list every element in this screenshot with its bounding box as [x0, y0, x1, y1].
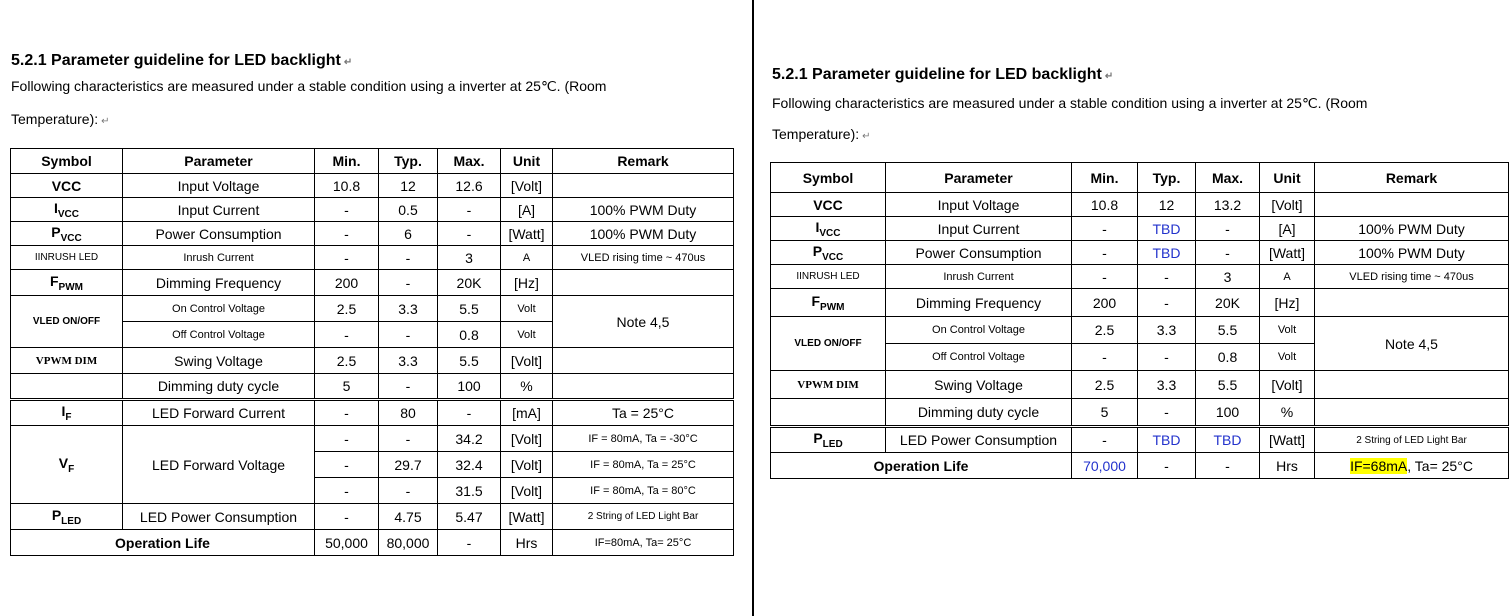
min-cell: 5	[1072, 399, 1138, 427]
unit-cell: Hrs	[1260, 453, 1315, 479]
parameter-cell: Input Voltage	[886, 193, 1072, 217]
max-cell: 5.5	[438, 348, 501, 374]
typ-cell: -	[1138, 344, 1196, 371]
max-cell: 12.6	[438, 174, 501, 198]
typ-cell: 12	[1138, 193, 1196, 217]
table-row	[11, 400, 734, 426]
symbol-cell: $P_{LED}$	[11, 504, 123, 530]
symbol-cell: $I_{VCC}$	[11, 198, 123, 222]
symbol-cell: $P_{LED}$	[771, 427, 886, 453]
parameter-cell: Input Current	[123, 198, 315, 222]
symbol-cell: VPWM DIM	[771, 371, 886, 399]
header-unit: Unit	[501, 149, 553, 174]
typ-cell-tbd: TBD	[1138, 241, 1196, 265]
unit-cell: Volt	[501, 296, 553, 322]
parameter-cell: On Control Voltage	[886, 317, 1072, 344]
remark-cell: 100% PWM Duty	[1315, 241, 1509, 265]
parameter-cell: LED Forward Current	[123, 400, 315, 426]
unit-cell: [Volt]	[501, 426, 553, 452]
remark-cell: IF = 80mA, Ta = -30°C	[553, 426, 734, 452]
remark-cell	[1315, 399, 1509, 427]
max-cell: 5.47	[438, 504, 501, 530]
table-row	[11, 504, 734, 530]
header-max: Max.	[438, 149, 501, 174]
unit-cell: Volt	[1260, 344, 1315, 371]
parameter-cell: Off Control Voltage	[886, 344, 1072, 371]
remark-cell	[553, 374, 734, 400]
table-row	[771, 241, 1509, 265]
table-row	[771, 371, 1509, 399]
header-typ: Typ.	[379, 149, 438, 174]
parameter-cell: Input Current	[886, 217, 1072, 241]
remark-cell: 100% PWM Duty	[553, 198, 734, 222]
max-cell: 32.4	[438, 452, 501, 478]
header-min: Min.	[315, 149, 379, 174]
typ-cell: -	[379, 246, 438, 270]
table-row	[11, 174, 734, 198]
typ-cell: 12	[379, 174, 438, 198]
remark-cell	[1315, 289, 1509, 317]
unit-cell: [Hz]	[501, 270, 553, 296]
min-cell: 10.8	[1072, 193, 1138, 217]
intro-line-2: Temperature): ↵	[11, 111, 110, 127]
typ-cell: 29.7	[379, 452, 438, 478]
parameter-cell: Swing Voltage	[886, 371, 1072, 399]
unit-cell: [Volt]	[1260, 193, 1315, 217]
typ-cell: 3.3	[379, 296, 438, 322]
symbol-cell: $V_F$	[11, 426, 123, 504]
min-cell: -	[1072, 265, 1138, 289]
table-row	[771, 289, 1509, 317]
table-row	[11, 374, 734, 400]
intro-line-1: Following characteristics are measured under a stable condition using a inverter at 25℃. (Room	[772, 95, 1368, 111]
table-row	[11, 222, 734, 246]
remark-cell: Note 4,5	[553, 296, 734, 348]
parameter-cell: Swing Voltage	[123, 348, 315, 374]
max-cell: 5.5	[1196, 317, 1260, 344]
unit-cell: [Volt]	[501, 348, 553, 374]
unit-cell: A	[501, 246, 553, 270]
table-row	[771, 453, 1509, 479]
header-symbol: Symbol	[771, 163, 886, 193]
max-cell: 20K	[1196, 289, 1260, 317]
remark-cell	[1315, 371, 1509, 399]
typ-cell: -	[379, 374, 438, 400]
max-cell: -	[438, 400, 501, 426]
unit-cell: [A]	[501, 198, 553, 222]
min-cell: -	[1072, 217, 1138, 241]
unit-cell: [Volt]	[501, 478, 553, 504]
max-cell: 3	[438, 246, 501, 270]
remark-cell: Ta = 25°C	[553, 400, 734, 426]
table-row	[771, 317, 1509, 344]
max-cell: 34.2	[438, 426, 501, 452]
min-cell: 70,000	[1072, 453, 1138, 479]
header-typ: Typ.	[1138, 163, 1196, 193]
typ-cell: 3.3	[1138, 317, 1196, 344]
symbol-cell: $P_{VCC}$	[771, 241, 886, 265]
unit-cell: [Watt]	[501, 222, 553, 246]
max-cell-tbd: TBD	[1196, 427, 1260, 453]
symbol-cell: $F_{PWM}$	[11, 270, 123, 296]
table-row	[771, 193, 1509, 217]
min-cell: 5	[315, 374, 379, 400]
min-cell: -	[315, 452, 379, 478]
remark-cell: IF = 80mA, Ta = 80°C	[553, 478, 734, 504]
unit-cell: %	[1260, 399, 1315, 427]
unit-cell: [Watt]	[501, 504, 553, 530]
table-row	[771, 217, 1509, 241]
parameter-cell: Inrush Current	[886, 265, 1072, 289]
intro-line-2: Temperature): ↵	[772, 126, 871, 142]
typ-cell-tbd: TBD	[1138, 217, 1196, 241]
symbol-cell: VPWM DIM	[11, 348, 123, 374]
header-max: Max.	[1196, 163, 1260, 193]
header-remark: Remark	[1315, 163, 1509, 193]
parameter-cell: Off Control Voltage	[123, 322, 315, 348]
max-cell: -	[438, 222, 501, 246]
parameter-cell: Dimming Frequency	[886, 289, 1072, 317]
unit-cell: [Watt]	[1260, 427, 1315, 453]
remark-cell	[553, 174, 734, 198]
max-cell: 0.8	[438, 322, 501, 348]
intro-line-1: Following characteristics are measured under a stable condition using a inverter at 25℃. (Room	[11, 78, 607, 94]
typ-cell: -	[379, 478, 438, 504]
max-cell: 31.5	[438, 478, 501, 504]
table-row	[11, 246, 734, 270]
parameter-cell: Power Consumption	[123, 222, 315, 246]
min-cell: -	[315, 426, 379, 452]
typ-cell: -	[379, 426, 438, 452]
typ-cell: 3.3	[379, 348, 438, 374]
symbol-cell: IINRUSH LED	[11, 246, 123, 270]
table-row	[771, 399, 1509, 427]
symbol-cell: Operation Life	[11, 530, 315, 556]
parameter-cell: Dimming duty cycle	[123, 374, 315, 400]
symbol-cell	[771, 399, 886, 427]
remark-cell: Note 4,5	[1315, 317, 1509, 371]
min-cell: -	[315, 504, 379, 530]
table-row	[11, 198, 734, 222]
unit-cell: [Volt]	[501, 452, 553, 478]
symbol-cell: $F_{PWM}$	[771, 289, 886, 317]
page-divider	[752, 0, 754, 616]
unit-cell: [mA]	[501, 400, 553, 426]
max-cell: 5.5	[438, 296, 501, 322]
symbol-cell: Operation Life	[771, 453, 1072, 479]
header-remark: Remark	[553, 149, 734, 174]
max-cell: 13.2	[1196, 193, 1260, 217]
header-parameter: Parameter	[886, 163, 1072, 193]
min-cell: 10.8	[315, 174, 379, 198]
symbol-cell: VCC	[771, 193, 886, 217]
typ-cell-tbd: TBD	[1138, 427, 1196, 453]
max-cell: 20K	[438, 270, 501, 296]
unit-cell: [Watt]	[1260, 241, 1315, 265]
min-cell: 2.5	[315, 296, 379, 322]
parameter-cell: On Control Voltage	[123, 296, 315, 322]
parameter-cell: Power Consumption	[886, 241, 1072, 265]
symbol-cell	[11, 374, 123, 400]
max-cell: 100	[1196, 399, 1260, 427]
typ-cell: 0.5	[379, 198, 438, 222]
typ-cell: 3.3	[1138, 371, 1196, 399]
typ-cell: -	[1138, 265, 1196, 289]
section-heading: 5.2.1 Parameter guideline for LED backlight ↵	[11, 52, 353, 69]
table-row	[11, 296, 734, 322]
symbol-cell: $I_{VCC}$	[771, 217, 886, 241]
table-row	[11, 348, 734, 374]
remark-cell: 2 String of LED Light Bar	[553, 504, 734, 530]
min-cell: 200	[1072, 289, 1138, 317]
max-cell: 5.5	[1196, 371, 1260, 399]
highlighted-remark: IF=68mA	[1350, 457, 1408, 474]
min-cell: 200	[315, 270, 379, 296]
min-cell: 2.5	[1072, 371, 1138, 399]
parameter-cell: LED Forward Voltage	[123, 426, 315, 504]
symbol-cell: $P_{VCC}$	[11, 222, 123, 246]
table-row	[771, 427, 1509, 453]
left-document-page	[0, 0, 750, 616]
min-cell: -	[315, 246, 379, 270]
header-parameter: Parameter	[123, 149, 315, 174]
table-row	[11, 270, 734, 296]
symbol-cell: $I_F$	[11, 400, 123, 426]
unit-cell: %	[501, 374, 553, 400]
table-row	[771, 265, 1509, 289]
remark-cell: IF=80mA, Ta= 25°C	[553, 530, 734, 556]
unit-cell: [Volt]	[501, 174, 553, 198]
typ-cell: -	[1138, 399, 1196, 427]
header-min: Min.	[1072, 163, 1138, 193]
max-cell: 0.8	[1196, 344, 1260, 371]
max-cell: 100	[438, 374, 501, 400]
remark-cell: VLED rising time ~ 470us	[1315, 265, 1509, 289]
parameter-cell: Dimming Frequency	[123, 270, 315, 296]
max-cell: 3	[1196, 265, 1260, 289]
right-document-page	[760, 0, 1511, 616]
remark-cell: IF = 80mA, Ta = 25°C	[553, 452, 734, 478]
unit-cell: Volt	[1260, 317, 1315, 344]
remark-cell: IF=68mA, Ta= 25°C	[1315, 453, 1509, 479]
min-cell: 2.5	[315, 348, 379, 374]
unit-cell: Hrs	[501, 530, 553, 556]
max-cell: -	[438, 198, 501, 222]
remark-cell: 100% PWM Duty	[553, 222, 734, 246]
remark-cell: 2 String of LED Light Bar	[1315, 427, 1509, 453]
remark-cell	[553, 348, 734, 374]
remark-cell: 100% PWM Duty	[1315, 217, 1509, 241]
remark-cell: VLED rising time ~ 470us	[553, 246, 734, 270]
table-row	[11, 426, 734, 452]
section-heading: 5.2.1 Parameter guideline for LED backlight ↵	[772, 66, 1114, 83]
min-cell: 50,000	[315, 530, 379, 556]
parameter-cell: Inrush Current	[123, 246, 315, 270]
symbol-cell: IINRUSH LED	[771, 265, 886, 289]
typ-cell: -	[1138, 453, 1196, 479]
parameter-cell: Dimming duty cycle	[886, 399, 1072, 427]
led-parameter-table	[10, 148, 734, 556]
parameter-cell: Input Voltage	[123, 174, 315, 198]
parameter-cell: LED Power Consumption	[123, 504, 315, 530]
min-cell: -	[315, 400, 379, 426]
max-cell: -	[438, 530, 501, 556]
max-cell: -	[1196, 453, 1260, 479]
header-symbol: Symbol	[11, 149, 123, 174]
table-row	[11, 530, 734, 556]
symbol-cell: VLED ON/OFF	[771, 317, 886, 371]
typ-cell: 6	[379, 222, 438, 246]
typ-cell: 4.75	[379, 504, 438, 530]
remark-cell	[1315, 193, 1509, 217]
header-unit: Unit	[1260, 163, 1315, 193]
min-cell: 2.5	[1072, 317, 1138, 344]
max-cell: -	[1196, 217, 1260, 241]
min-cell: -	[315, 322, 379, 348]
max-cell: -	[1196, 241, 1260, 265]
remark-cell	[553, 270, 734, 296]
parameter-cell: LED Power Consumption	[886, 427, 1072, 453]
table-header-row	[11, 149, 734, 174]
min-cell: -	[1072, 241, 1138, 265]
min-cell: -	[1072, 427, 1138, 453]
typ-cell: 80	[379, 400, 438, 426]
typ-cell: -	[379, 322, 438, 348]
unit-cell: Volt	[501, 322, 553, 348]
symbol-cell: VLED ON/OFF	[11, 296, 123, 348]
min-cell: -	[315, 198, 379, 222]
min-cell: -	[315, 222, 379, 246]
unit-cell: [A]	[1260, 217, 1315, 241]
min-cell: -	[1072, 344, 1138, 371]
min-cell: -	[315, 478, 379, 504]
unit-cell: [Volt]	[1260, 371, 1315, 399]
symbol-cell: VCC	[11, 174, 123, 198]
unit-cell: A	[1260, 265, 1315, 289]
typ-cell: -	[379, 270, 438, 296]
table-header-row	[771, 163, 1509, 193]
typ-cell: 80,000	[379, 530, 438, 556]
led-parameter-table	[770, 162, 1509, 479]
unit-cell: [Hz]	[1260, 289, 1315, 317]
typ-cell: -	[1138, 289, 1196, 317]
